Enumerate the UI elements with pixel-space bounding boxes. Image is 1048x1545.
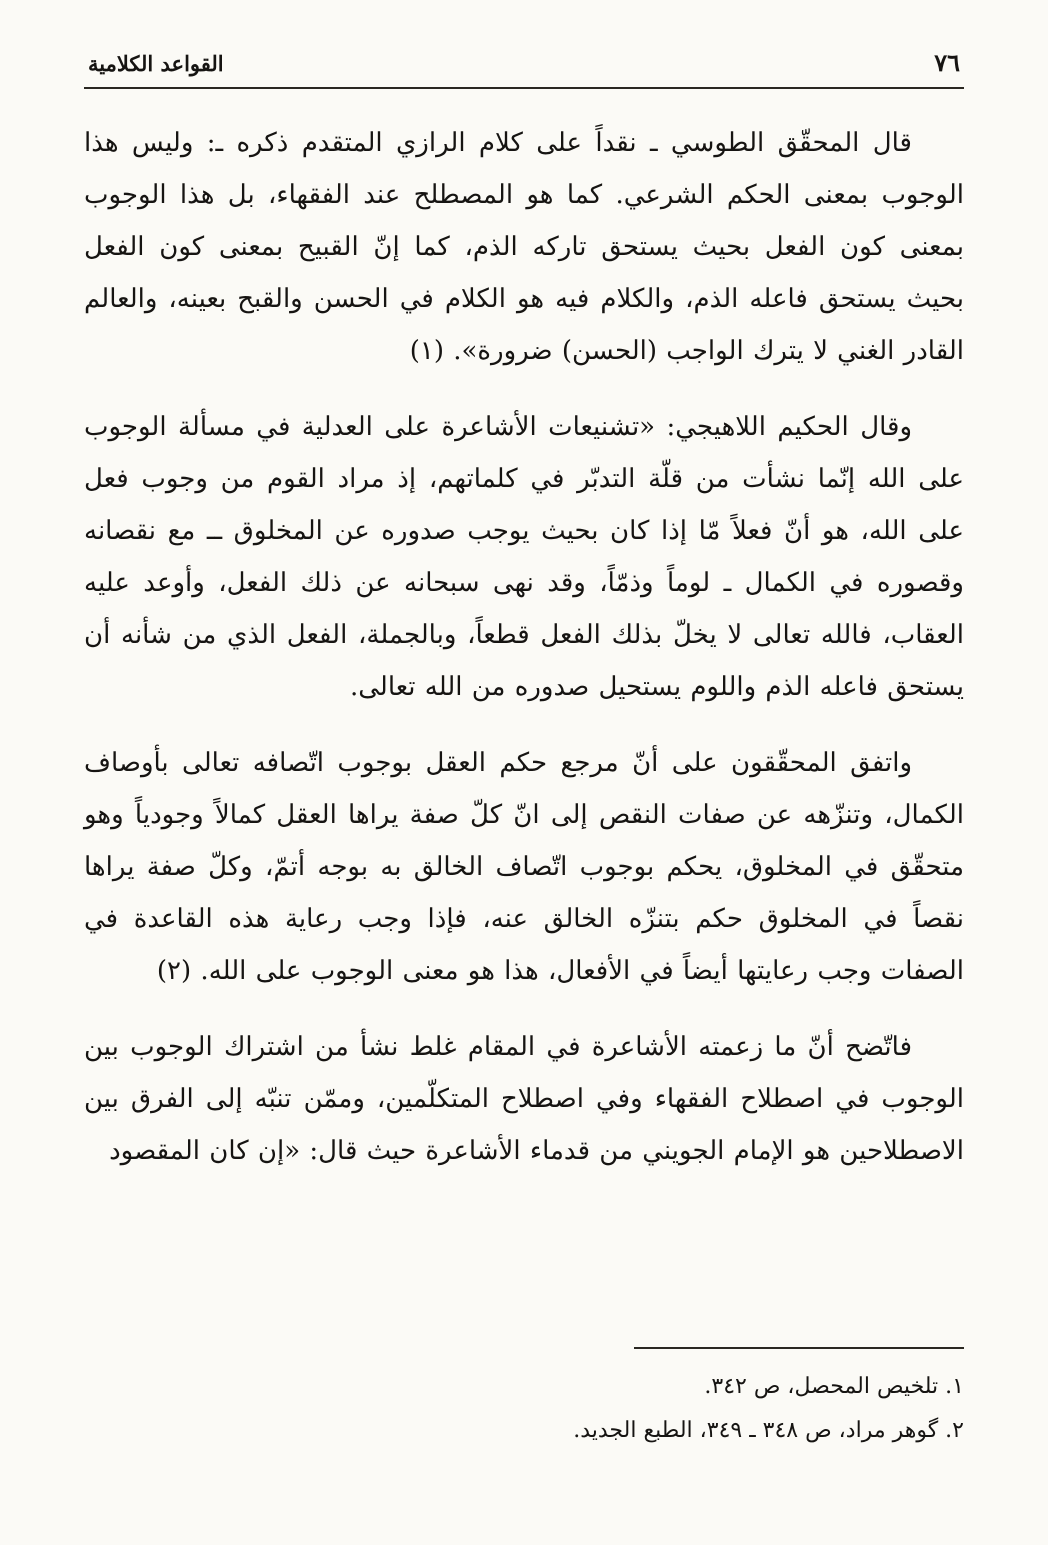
page-number: ٧٦	[934, 48, 960, 77]
header-divider	[84, 87, 964, 89]
book-title: القواعد الكلامية	[88, 51, 224, 76]
footnote-1: ١. تلخيص المحصل، ص ٣٤٢.	[704, 1374, 964, 1399]
paragraph-conclusion: فاتّضح أنّ ما زعمته الأشاعرة في المقام غلط نشأ من اشتراك الوجوب بين الوجوب في اصطلاح الفقهاء وفي اصطلاح المتكلّمين، وممّن تنبّه إلى الفرق بين الاصطلاحين هو الإمام الجويني من قدماء الأشاعرة حيث قال: «إن كان المقصود	[84, 1032, 964, 1166]
footnote-divider	[634, 1347, 964, 1349]
page-body	[84, 117, 964, 1201]
footnote-2: ٢. گوهر مراد، ص ٣٤٨ ـ ٣٤٩، الطبع الجديد.	[573, 1418, 964, 1443]
footnotes-section	[84, 1347, 964, 1545]
paragraph-tusi-quote: قال المحقّق الطوسي ـ نقداً على كلام الرازي المتقدم ذكره ـ: وليس هذا الوجوب بمعنى الحكم الشرعي. كما هو المصطلح عند الفقهاء، بل هذا الوجوب بمعنى كون الفعل بحيث يستحق تاركه الذم، كما إنّ القبيح بمعنى كون الفعل بحيث يستحق فاعله الذم، والكلام فيه هو الكلام في الحسن والقبح بعينه، والعالم القادر الغني لا يترك الواجب (الحسن) ضرورة». (١)	[84, 128, 964, 366]
page-header	[84, 48, 964, 87]
paragraph-lahiji-quote: وقال الحكيم اللاهيجي: «تشنيعات الأشاعرة على العدلية في مسألة الوجوب على الله إنّما نشأت من قلّة التدبّر في كلماتهم، إذ مراد القوم من وجوب فعل على الله، هو أنّ فعلاً مّا إذا كان بحيث يوجب صدوره عن المخلوق ــ مع نقصانه وقصوره في الكمال ـ لوماً وذمّاً، وقد نهى سبحانه عن ذلك الفعل، وأوعد عليه العقاب، فالله تعالى لا يخلّ بذلك الفعل قطعاً، وبالجملة، الفعل الذي من شأنه أن يستحق فاعله الذم واللوم يستحيل صدوره من الله تعالى.	[84, 412, 964, 702]
paragraph-muhaqqiqun: واتفق المحقّقون على أنّ مرجع حكم العقل بوجوب اتّصافه تعالى بأوصاف الكمال، وتنزّهه عن صفات النقص إلى انّ كلّ صفة يراها العقل كمالاً وجودياً وهو متحقّق في المخلوق، يحكم بوجوب اتّصاف الخالق به بوجه أتمّ، وكلّ صفة يراها نقصاً في المخلوق حكم بتنزّه الخالق عنه، فإذا وجب رعاية هذه القاعدة في الصفات وجب رعايتها أيضاً في الأفعال، هذا هو معنى الوجوب على الله. (٢)	[84, 748, 964, 986]
